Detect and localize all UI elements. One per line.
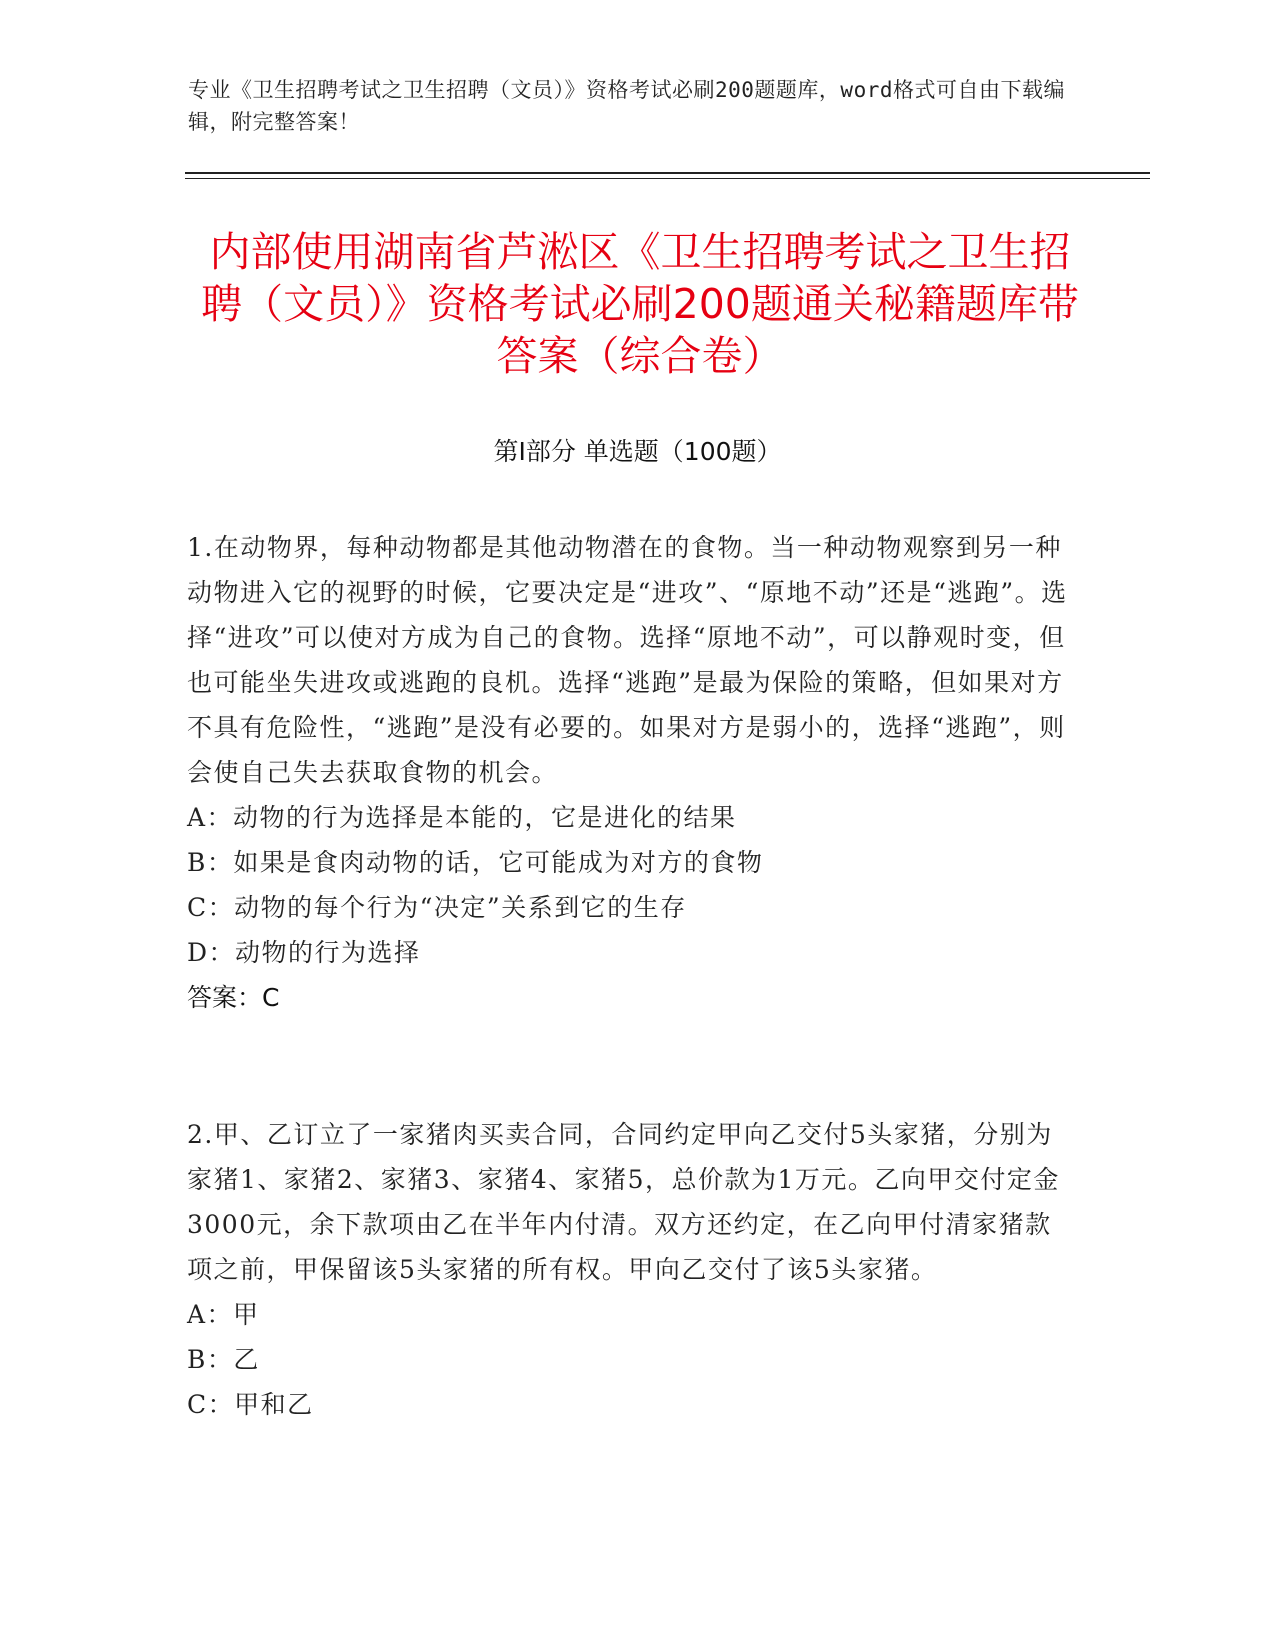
header-note: 专业《卫生招聘考试之卫生招聘（文员）》资格考试必刷200题题库，word格式可自由下载编辑，附完整答案！ (188, 78, 1065, 134)
header-divider-thin (185, 178, 1150, 179)
option-b: B：乙 (187, 1345, 260, 1374)
answer-label: 答案：C (187, 983, 280, 1012)
question-stem: 1.在动物界，每种动物都是其他动物潜在的食物。当一种动物观察到另一种动物进入它的视野的时候，它要决定是“进攻”、“原地不动”还是“逃跑”。选择“进攻”可以使对方成为自己的食物。选择“原地不动”，可以静观时变，但也可能坐失进攻或逃跑的良机。选择“逃跑”是最为保险的策略，但如果对方不具有危险性，“逃跑”是没有必要的。如果对方是弱小的，选择“逃跑”，则会使自己失去获取食物的机会。 (187, 533, 1068, 787)
document-title: 内部使用湖南省芦淞区《卫生招聘考试之卫生招聘（文员）》资格考试必刷200题通关秘籍题库带答案（综合卷） (201, 228, 1079, 380)
option-d: D：动物的行为选择 (187, 938, 421, 967)
option-c: C：甲和乙 (187, 1390, 314, 1419)
question-1 (187, 525, 1077, 1020)
question-2 (187, 1112, 1077, 1427)
header-divider-thick (185, 172, 1150, 174)
question-stem: 2.甲、乙订立了一家猪肉买卖合同，合同约定甲向乙交付5头家猪，分别为家猪1、家猪2、家猪3、家猪4、家猪5，总价款为1万元。乙向甲交付定金3000元，余下款项由乙在半年内付清。双方还约定，在乙向甲付清家猪款项之前，甲保留该5头家猪的所有权。甲向乙交付了该5头家猪。 (187, 1120, 1060, 1284)
option-a: A：动物的行为选择是本能的，它是进化的结果 (187, 803, 737, 832)
option-b: B：如果是食肉动物的话，它可能成为对方的食物 (187, 848, 764, 877)
option-a: A：甲 (187, 1300, 260, 1329)
option-c: C：动物的每个行为“决定”关系到它的生存 (187, 893, 687, 922)
section-heading: 第Ⅰ部分 单选题（100题） (493, 437, 782, 466)
